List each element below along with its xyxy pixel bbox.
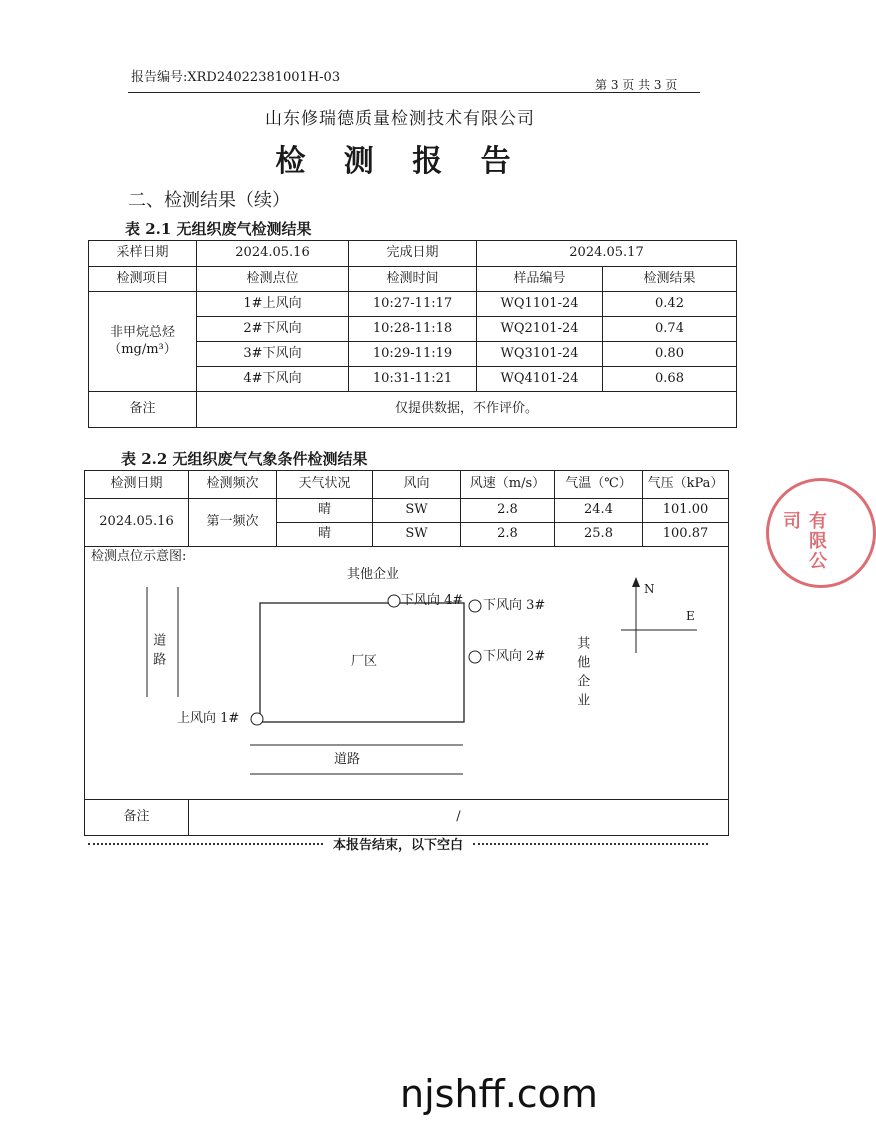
diagram-label: 检测点位示意图: — [91, 549, 187, 564]
test-frequency: 第一频次 — [189, 499, 277, 547]
point-3-label: 下风向 3# — [483, 598, 546, 613]
report-end-line — [88, 834, 708, 853]
north-arrow-icon — [632, 577, 640, 587]
table1-header: 样品编号 — [477, 267, 603, 292]
table-cell: 101.00 — [643, 499, 729, 523]
dotted-divider — [88, 843, 323, 845]
point-4-marker — [388, 595, 400, 607]
table1 — [88, 240, 737, 428]
table-cell: 2.8 — [461, 499, 555, 523]
table-cell: 4#下风向 — [197, 367, 349, 392]
table-cell: WQ3101-24 — [477, 342, 603, 367]
road-bottom: 道路 — [334, 752, 361, 767]
table-cell: WQ4101-24 — [477, 367, 603, 392]
item-name: 非甲烷总烃 — [109, 325, 175, 341]
table-cell: SW — [373, 499, 461, 523]
top-company: 其他企业 — [347, 567, 400, 582]
sampling-date: 2024.05.16 — [197, 241, 349, 267]
item-unit: （mg/m³） — [108, 341, 177, 357]
point-1-label: 上风向 1# — [177, 711, 240, 726]
seal-text: 有限公司 — [780, 511, 827, 571]
table-cell: 100.87 — [643, 523, 729, 547]
table-cell: 0.68 — [603, 367, 737, 392]
east-label: E — [686, 609, 695, 623]
table2 — [84, 470, 729, 836]
table-cell: 24.4 — [555, 499, 643, 523]
dotted-divider — [473, 843, 708, 845]
table2-header: 检测日期 — [85, 471, 189, 499]
section-title: 二、检测结果（续） — [128, 190, 290, 211]
table-cell: 10:28-11:18 — [349, 317, 477, 342]
table-cell: 3#下风向 — [197, 342, 349, 367]
point-1-marker — [251, 713, 263, 725]
north-label: N — [644, 582, 655, 596]
table-cell: 晴 — [277, 499, 373, 523]
complete-date-label: 完成日期 — [349, 241, 477, 267]
table2-header: 气温（℃） — [555, 471, 643, 499]
page-indicator: 第 3 页 共 3 页 — [595, 78, 678, 92]
table1-header: 检测项目 — [89, 267, 197, 292]
table2-header: 风向 — [373, 471, 461, 499]
table-cell: SW — [373, 523, 461, 547]
header-divider — [128, 92, 700, 93]
item-cell — [89, 292, 197, 392]
table-cell: 10:27-11:17 — [349, 292, 477, 317]
table-cell: 晴 — [277, 523, 373, 547]
company-seal — [766, 478, 876, 588]
table-cell: WQ1101-24 — [477, 292, 603, 317]
right-company: 其他企业 — [574, 636, 590, 712]
watermark-text: njshff.com — [400, 1072, 598, 1116]
table-cell: 2.8 — [461, 523, 555, 547]
company-name: 山东修瑞德质量检测技术有限公司 — [265, 109, 535, 129]
table1-header: 检测时间 — [349, 267, 477, 292]
remark-text: 仅提供数据，不作评价。 — [197, 392, 737, 428]
table1-header: 检测结果 — [603, 267, 737, 292]
diagram-cell — [85, 547, 729, 800]
table-cell: WQ2101-24 — [477, 317, 603, 342]
table2-header: 气压（kPa） — [643, 471, 729, 499]
point-2-marker — [469, 651, 481, 663]
point-2-label: 下风向 2# — [483, 649, 546, 664]
remark-label: 备注 — [85, 800, 189, 836]
table-cell: 25.8 — [555, 523, 643, 547]
table1-caption: 表 2.1 无组织废气检测结果 — [125, 220, 312, 238]
table-cell: 10:31-11:21 — [349, 367, 477, 392]
point-3-marker — [469, 600, 481, 612]
complete-date: 2024.05.17 — [477, 241, 737, 267]
sampling-date-label: 采样日期 — [89, 241, 197, 267]
table-cell: 10:29-11:19 — [349, 342, 477, 367]
table-cell: 2#下风向 — [197, 317, 349, 342]
table1-header: 检测点位 — [197, 267, 349, 292]
end-text: 本报告结束，以下空白 — [333, 838, 464, 853]
table2-header: 天气状况 — [277, 471, 373, 499]
report-title: 检 测 报 告 — [275, 144, 525, 179]
site-diagram — [85, 547, 727, 799]
table-cell: 0.80 — [603, 342, 737, 367]
table-cell: 1#上风向 — [197, 292, 349, 317]
point-4-label: 下风向 4# — [401, 593, 464, 608]
table-cell: 0.74 — [603, 317, 737, 342]
table2-caption: 表 2.2 无组织废气气象条件检测结果 — [121, 450, 368, 468]
table2-header: 检测频次 — [189, 471, 277, 499]
table-cell: 0.42 — [603, 292, 737, 317]
report-number: 报告编号:XRD24022381001H-03 — [131, 70, 341, 85]
remark-label: 备注 — [89, 392, 197, 428]
road-left: 道路 — [150, 633, 166, 671]
test-date: 2024.05.16 — [85, 499, 189, 547]
table2-header: 风速（m/s） — [461, 471, 555, 499]
remark-text: / — [189, 800, 729, 836]
factory-label: 厂区 — [351, 654, 378, 669]
